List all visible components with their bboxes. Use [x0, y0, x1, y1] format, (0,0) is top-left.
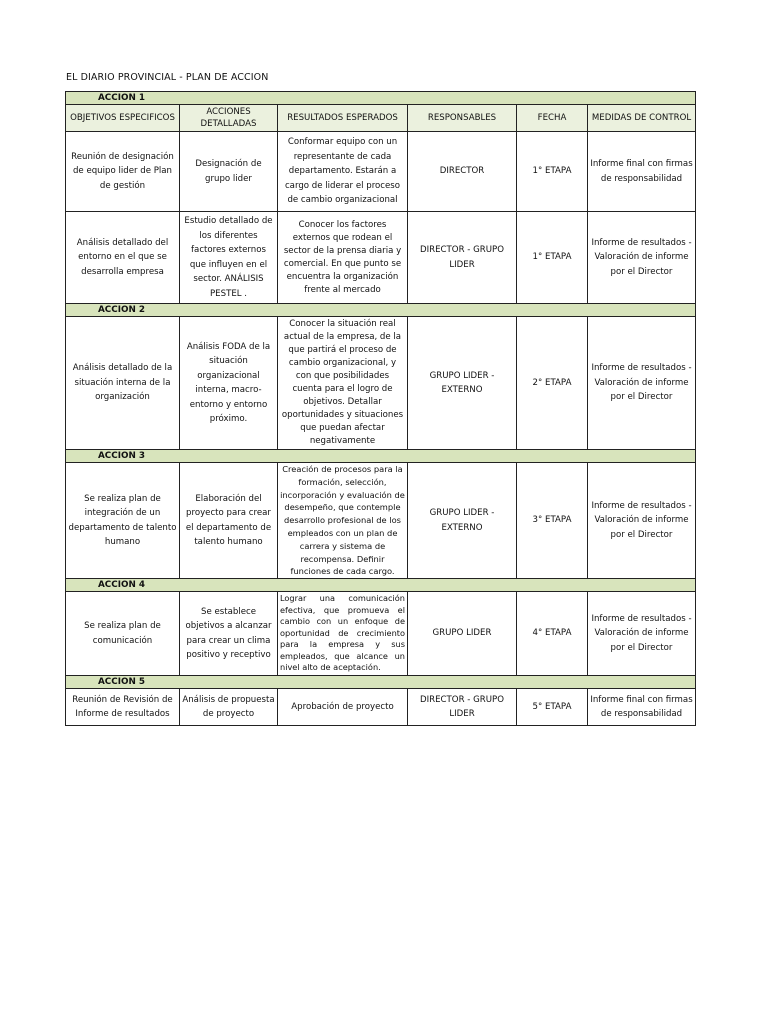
cell-medida: Informe final con firmas de responsabilidad	[588, 132, 696, 212]
cell-accion: Análisis de propuesta de proyecto	[180, 689, 278, 726]
table-row	[66, 463, 696, 579]
cell-medida: Informe final con firmas de responsabilidad	[588, 689, 696, 726]
accion-2-header	[66, 304, 696, 317]
header-medidas: MEDIDAS DE CONTROL	[588, 105, 696, 132]
accion-5-label: ACCION 5	[66, 676, 696, 689]
table-row	[66, 212, 696, 304]
document-title: EL DIARIO PROVINCIAL - PLAN DE ACCION	[66, 72, 269, 83]
cell-objetivo: Análisis detallado de la situación interna de la organización	[66, 317, 180, 450]
cell-medida: Informe de resultados - Valoración de informe por el Director	[588, 592, 696, 676]
cell-objetivo: Reunión de designación de equipo lider de Plan de gestión	[66, 132, 180, 212]
cell-medida: Informe de resultados - Valoración de informe por el Director	[588, 463, 696, 579]
cell-fecha: 2° ETAPA	[517, 317, 588, 450]
cell-responsable: DIRECTOR - GRUPO LIDER	[408, 212, 517, 304]
accion-3-header	[66, 450, 696, 463]
cell-responsable: DIRECTOR	[408, 132, 517, 212]
accion-4-label: ACCION 4	[66, 579, 696, 592]
action-plan-table	[65, 91, 696, 726]
cell-responsable: GRUPO LIDER - EXTERNO	[408, 463, 517, 579]
cell-accion: Análisis FODA de la situación organizacional interna, macro-entorno y entorno próximo.	[180, 317, 278, 450]
table-row	[66, 689, 696, 726]
cell-fecha: 5° ETAPA	[517, 689, 588, 726]
column-header-row	[66, 105, 696, 132]
cell-responsable: GRUPO LIDER	[408, 592, 517, 676]
table-row	[66, 132, 696, 212]
cell-objetivo: Se realiza plan de comunicación	[66, 592, 180, 676]
accion-2-label: ACCION 2	[66, 304, 696, 317]
cell-accion: Estudio detallado de los diferentes factores externos que influyen en el sector. ANÁLISIS PESTEL .	[180, 212, 278, 304]
cell-resultado: Creación de procesos para la formación, selección, incorporación y evaluación de desempeño, que contemple desarrollo profesional de los empleados con un plan de carrera y sistema de recompensa. Definir funciones de cada cargo.	[278, 463, 408, 579]
cell-resultado: Conocer la situación real actual de la empresa, de la que partirá el proceso de cambio organizacional, y con que posibilidades cuenta para el logro de objetivos. Detallar oportunidades y situaciones que puedan afectar negativamente	[278, 317, 408, 450]
accion-1-header	[66, 92, 696, 105]
accion-3-label: ACCION 3	[66, 450, 696, 463]
cell-fecha: 1° ETAPA	[517, 212, 588, 304]
cell-resultado: Aprobación de proyecto	[278, 689, 408, 726]
header-acciones: ACCIONES DETALLADAS	[180, 105, 278, 132]
cell-fecha: 1° ETAPA	[517, 132, 588, 212]
cell-resultado: Conformar equipo con un representante de cada departamento. Estarán a cargo de liderar el proceso de cambio organizacional	[278, 132, 408, 212]
accion-5-header	[66, 676, 696, 689]
cell-objetivo: Se realiza plan de integración de un departamento de talento humano	[66, 463, 180, 579]
header-resultados: RESULTADOS ESPERADOS	[278, 105, 408, 132]
table-row	[66, 592, 696, 676]
header-fecha: FECHA	[517, 105, 588, 132]
cell-fecha: 4° ETAPA	[517, 592, 588, 676]
accion-4-header	[66, 579, 696, 592]
cell-resultado: Conocer los factores externos que rodean el sector de la prensa diaria y comercial. En que punto se encuentra la organización frente al mercado	[278, 212, 408, 304]
header-objetivos: OBJETIVOS ESPECIFICOS	[66, 105, 180, 132]
cell-fecha: 3° ETAPA	[517, 463, 588, 579]
table-row	[66, 317, 696, 450]
cell-resultado: Lograr una comunicación efectiva, que promueva el cambio con un enfoque de oportunidad de crecimiento para la empresa y sus empleados, que alcance un nivel alto de aceptación.	[278, 592, 408, 676]
cell-accion: Se establece objetivos a alcanzar para crear un clima positivo y receptivo	[180, 592, 278, 676]
accion-1-label: ACCION 1	[66, 92, 696, 105]
cell-accion: Designación de grupo lider	[180, 132, 278, 212]
cell-medida: Informe de resultados - Valoración de informe por el Director	[588, 212, 696, 304]
cell-objetivo: Reunión de Revisión de Informe de resultados	[66, 689, 180, 726]
cell-responsable: GRUPO LIDER - EXTERNO	[408, 317, 517, 450]
cell-accion: Elaboración del proyecto para crear el departamento de talento humano	[180, 463, 278, 579]
cell-medida: Informe de resultados - Valoración de informe por el Director	[588, 317, 696, 450]
cell-objetivo: Análisis detallado del entorno en el que se desarrolla empresa	[66, 212, 180, 304]
header-responsables: RESPONSABLES	[408, 105, 517, 132]
cell-responsable: DIRECTOR - GRUPO LIDER	[408, 689, 517, 726]
